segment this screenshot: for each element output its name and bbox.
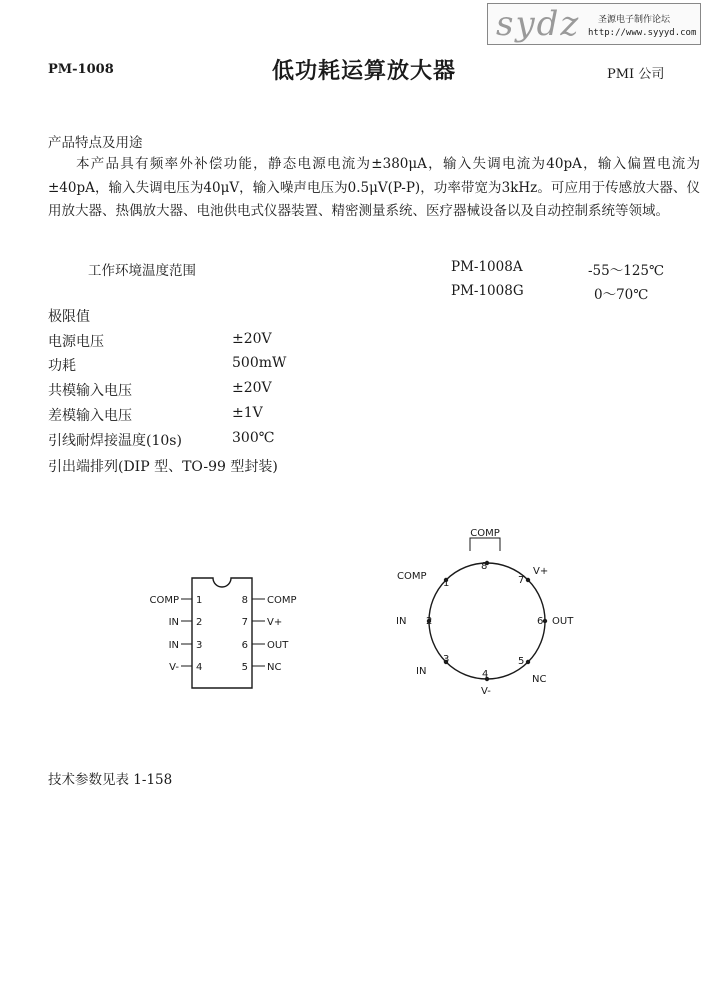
to99-pin-number: 3 — [443, 654, 450, 665]
limit-value: ±20V — [232, 380, 272, 396]
watermark-logo: sydz — [496, 4, 581, 44]
temperature-model: PM-1008A — [451, 259, 523, 275]
dip-pin-label: COMP — [149, 595, 179, 606]
watermark-url: http://www.syyyd.com — [588, 28, 697, 38]
limit-value: 500mW — [232, 355, 287, 371]
to99-pin-number: 7 — [518, 575, 525, 586]
page-title: 低功耗运算放大器 — [272, 58, 457, 84]
manufacturer: PMI 公司 — [607, 67, 665, 82]
to99-pin-number: 8 — [481, 561, 488, 572]
dip-pin-number: 1 — [196, 595, 203, 606]
watermark-site-name: 圣源电子制作论坛 — [598, 15, 671, 25]
to99-pin-label: OUT — [552, 616, 574, 627]
dip-pin-label: COMP — [267, 595, 297, 606]
limit-label: 共模输入电压 — [48, 383, 132, 399]
to99-package — [396, 528, 574, 697]
dip-package — [149, 578, 296, 688]
temperature-model: PM-1008G — [451, 283, 524, 299]
features-heading: 产品特点及用途 — [48, 135, 143, 151]
limit-value: ±1V — [232, 405, 263, 421]
limits-heading: 极限值 — [48, 309, 90, 325]
pinout-heading: 引出端排列(DIP 型、TO-99 型封装) — [48, 459, 278, 475]
to99-pin-number: 5 — [518, 656, 525, 667]
dip-pin-number: 2 — [196, 617, 203, 628]
dip-pin-label: OUT — [267, 640, 289, 651]
dip-pin-label: V+ — [267, 617, 283, 628]
watermark-box — [487, 3, 701, 45]
dip-pin-number: 5 — [241, 662, 248, 673]
limit-label: 差模输入电压 — [48, 408, 132, 424]
part-number: PM-1008 — [48, 62, 114, 77]
to99-pin-label: IN — [396, 616, 407, 627]
to99-pin-label: V+ — [533, 566, 549, 577]
to99-top-label: COMP — [470, 528, 500, 539]
dip-pin-label: IN — [168, 640, 179, 651]
limit-label: 引线耐焊接温度(10s) — [48, 433, 182, 449]
to99-pin-label: IN — [416, 666, 427, 677]
limit-label: 功耗 — [48, 358, 76, 374]
dip-pin-number: 8 — [241, 595, 248, 606]
to99-pin-number: 2 — [426, 616, 433, 627]
features-description: 本产品具有频率外补偿功能，静态电源电流为±380μA，输入失调电流为40pA，输入偏置电流为±40pA，输入失调电压为40μV，输入噪声电压为0.5μV(P-P)，功率带宽为3kHz。可应用于传感放大器、仪用放大器、热偶放大器、电池供电式仪器装置、精密测量系统、医疗器械设备以及自动控制系统等领域。 — [48, 156, 700, 219]
reference-note: 技术参数见表 1-158 — [48, 772, 173, 788]
to99-pin-number: 6 — [537, 616, 544, 627]
to99-pin-label: V- — [481, 686, 491, 697]
to99-pin-number: 1 — [443, 578, 450, 589]
temperature-range: -55～125℃ — [588, 263, 665, 279]
limit-value: ±20V — [232, 331, 272, 347]
limit-value: 300℃ — [232, 430, 275, 446]
dip-pin-number: 3 — [196, 640, 203, 651]
dip-pin-label: IN — [168, 617, 179, 628]
to99-pin-label: NC — [532, 674, 547, 685]
pinout-diagram — [0, 500, 705, 710]
to99-pin-label: COMP — [397, 571, 427, 582]
temperature-label: 工作环境温度范围 — [88, 263, 196, 279]
limit-label: 电源电压 — [48, 334, 104, 350]
dip-pin-number: 4 — [196, 662, 203, 673]
to99-pin-number: 4 — [482, 669, 489, 680]
dip-pin-label: V- — [169, 662, 179, 673]
dip-pin-number: 7 — [241, 617, 248, 628]
temperature-range: 0～70℃ — [594, 287, 649, 303]
dip-pin-label: NC — [267, 662, 282, 673]
dip-pin-number: 6 — [241, 640, 248, 651]
